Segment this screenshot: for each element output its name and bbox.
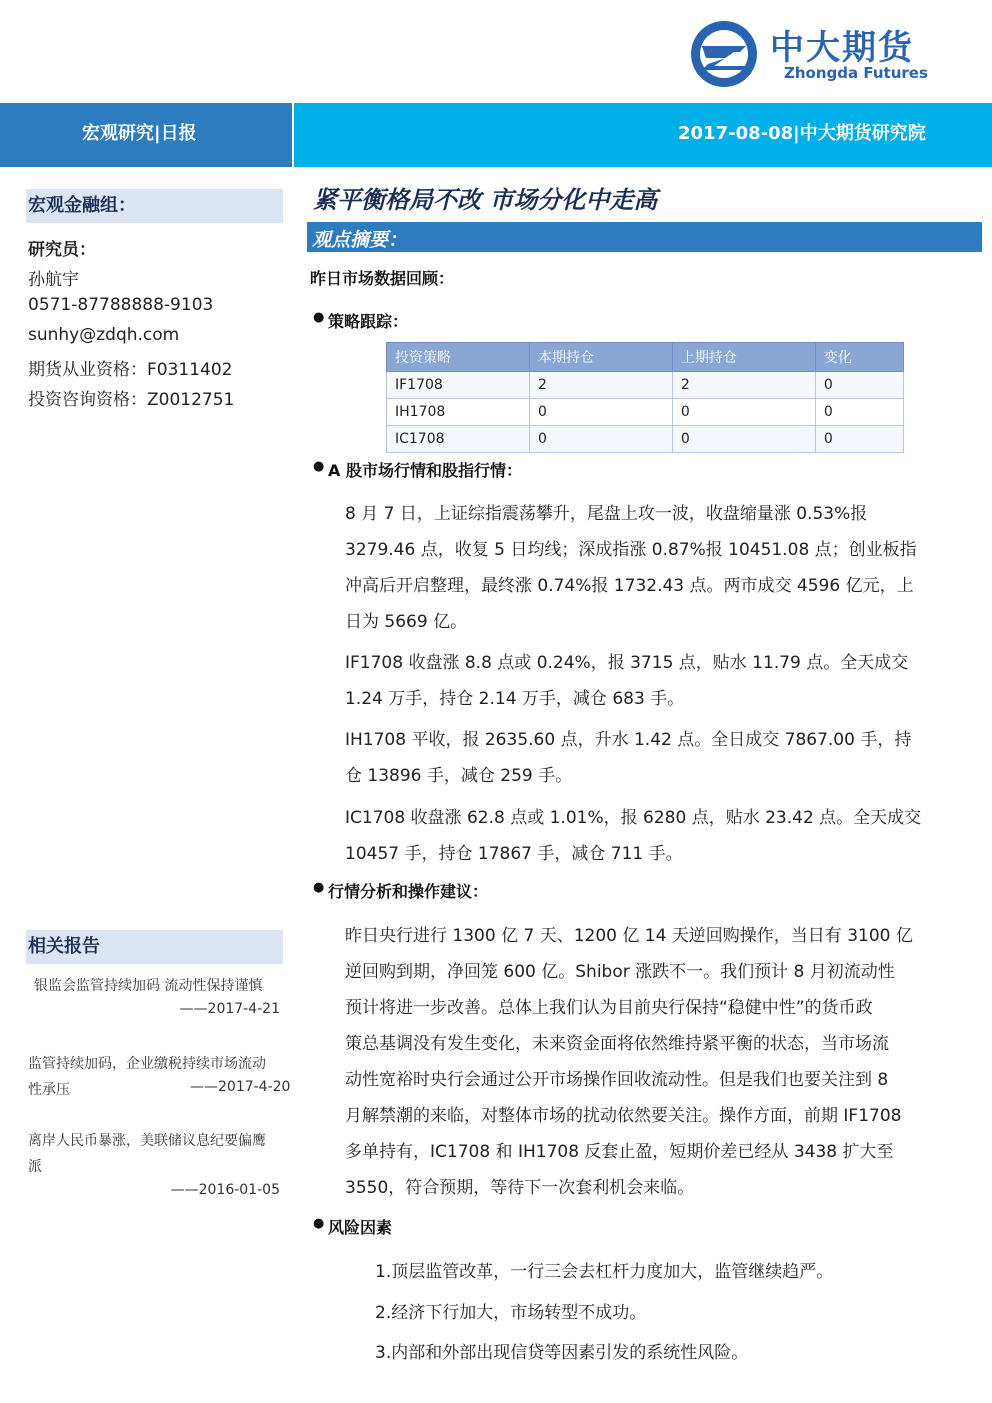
review-heading: 昨日市场数据回顾： — [310, 269, 455, 288]
group-title: 宏观金融组： — [26, 189, 283, 223]
table-cell: 0 — [815, 426, 903, 453]
zhongda-logo-icon — [688, 18, 760, 90]
related-report-title: 离岸人民币暴涨，美联储议息纪要偏鹰 — [28, 1133, 266, 1149]
table-header: 上期持仓 — [672, 343, 815, 372]
logo-chinese-name: 中大期货 — [770, 28, 914, 68]
related-report-title-line2: 性承压 — [28, 1082, 70, 1098]
logo-english-name: Zhongda Futures — [784, 64, 928, 82]
related-report-date: ——2016-01-05 — [170, 1182, 280, 1198]
analysis-text-line: 多单持有，IC1708 和 IH1708 反套止盈，短期价差已经从 3438 扩大至 — [345, 1142, 894, 1162]
futures-qualification: 期货从业资格：F0311402 — [28, 360, 233, 380]
table-cell: 2 — [529, 372, 672, 399]
a-share-text-line: 仓 13896 手，减仓 259 手。 — [345, 766, 573, 786]
report-date-institute: 2017-08-08|中大期货研究院 — [678, 123, 926, 144]
related-report-title-cont — [28, 1079, 291, 1099]
table-cell: IC1708 — [387, 426, 530, 453]
table-cell: IF1708 — [387, 372, 530, 399]
a-share-text-line: 8 月 7 日，上证综指震荡攀升，尾盘上攻一波，收盘缩量涨 0.53%报 — [345, 504, 868, 524]
related-report-date: ——2017-4-20 — [190, 1079, 291, 1095]
table-cell: 0 — [672, 399, 815, 426]
summary-heading: 观点摘要： — [312, 229, 408, 251]
analysis-text-line: 3550，符合预期，等待下一次套利机会来临。 — [345, 1178, 695, 1198]
analysis-text-line: 预计将进一步改善。总体上我们认为目前央行保持“稳健中性”的货币政 — [345, 998, 873, 1018]
a-share-text-line: IF1708 收盘涨 8.8 点或 0.24%，报 3715 点，贴水 11.79 点。全天成交 — [345, 653, 909, 673]
related-report-title-line2: 派 — [28, 1159, 42, 1175]
table-cell: 0 — [529, 399, 672, 426]
table-row — [387, 372, 904, 399]
bullet-icon: ● — [313, 880, 325, 895]
a-share-text-line: IH1708 平收，报 2635.60 点，升水 1.42 点。全日成交 7867.00 手，持 — [345, 730, 912, 750]
analysis-text-line: 策总基调没有发生变化，未来资金面将依然维持紧平衡的状态，当市场流 — [345, 1034, 889, 1054]
table-cell: 0 — [672, 426, 815, 453]
related-report-item[interactable] — [28, 1053, 291, 1099]
related-report-item[interactable] — [28, 975, 284, 1017]
risk-item: 2.经济下行加大，市场转型不成功。 — [375, 1303, 647, 1323]
strategy-table — [386, 342, 904, 453]
risk-item: 3.内部和外部出现信贷等因素引发的系统性风险。 — [375, 1343, 749, 1363]
a-share-text-line: 日为 5669 亿。 — [345, 612, 468, 632]
table-header: 投资策略 — [387, 343, 530, 372]
table-row — [387, 426, 904, 453]
a-share-text-line: 3279.46 点，收复 5 日均线；深成指涨 0.87%报 10451.08 点；创业板指 — [345, 540, 917, 560]
analysis-text-line: 动性宽裕时央行会通过公开市场操作回收流动性。但是我们也要关注到 8 — [345, 1070, 889, 1090]
researcher-email[interactable]: sunhy@zdqh.com — [28, 325, 180, 345]
table-cell: 2 — [672, 372, 815, 399]
bullet-icon: ● — [313, 310, 325, 325]
related-report-date: ——2017-4-21 — [179, 1001, 280, 1017]
report-type: 宏观研究|日报 — [82, 123, 197, 144]
analysis-text-line: 昨日央行进行 1300 亿 7 天、1200 亿 14 天逆回购操作，当日有 3100 亿 — [345, 926, 913, 946]
related-reports-title: 相关报告 — [26, 930, 283, 964]
a-share-text-line: 冲高后开启整理，最终涨 0.74%报 1732.43 点。两市成交 4596 亿元，上 — [345, 576, 914, 596]
report-title: 紧平衡格局不改 市场分化中走高 — [313, 185, 658, 214]
a-share-text-line: 1.24 万手，持仓 2.14 万手，减仓 683 手。 — [345, 689, 685, 709]
researcher-phone: 0571-87788888-9103 — [28, 295, 214, 315]
related-report-title: 银监会监管持续加码 流动性保持谨慎 — [34, 978, 263, 994]
table-row — [387, 399, 904, 426]
researcher-label: 研究员： — [28, 240, 96, 260]
a-share-heading: A 股市场行情和股指行情： — [328, 461, 522, 480]
a-share-text-line: 10457 手，持仓 17867 手，减仓 711 手。 — [345, 844, 683, 864]
bullet-icon: ● — [313, 1216, 325, 1231]
summary-bar — [307, 222, 982, 252]
risk-heading: 风险因素 — [328, 1218, 393, 1237]
risk-item: 1.顶层监管改革，一行三会去杠杆力度加大，监管继续趋严。 — [375, 1262, 834, 1282]
investment-qualification: 投资咨询资格：Z0012751 — [28, 390, 235, 410]
table-cell: 0 — [815, 399, 903, 426]
table-header: 本期持仓 — [529, 343, 672, 372]
analysis-text-line: 逆回购到期，净回笼 600 亿。Shibor 涨跌不一。我们预计 8 月初流动性 — [345, 962, 895, 982]
header-band-right — [294, 103, 992, 167]
strategy-heading: 策略跟踪： — [328, 312, 409, 331]
researcher-name: 孙航宇 — [28, 270, 79, 290]
bullet-icon: ● — [313, 459, 325, 474]
analysis-heading: 行情分析和操作建议： — [328, 882, 489, 901]
related-report-title: 监管持续加码，企业缴税持续市场流动 — [28, 1056, 266, 1072]
a-share-text-line: IC1708 收盘涨 62.8 点或 1.01%，报 6280 点，贴水 23.42 点。全天成交 — [345, 808, 922, 828]
table-cell: 0 — [529, 426, 672, 453]
table-header: 变化 — [815, 343, 903, 372]
table-cell: IH1708 — [387, 399, 530, 426]
table-cell: 0 — [815, 372, 903, 399]
analysis-text-line: 月解禁潮的来临，对整体市场的扰动依然要关注。操作方面，前期 IF1708 — [345, 1106, 902, 1126]
table-header-row — [387, 343, 904, 372]
header-band-left — [0, 103, 292, 167]
related-report-item[interactable] — [28, 1130, 284, 1198]
